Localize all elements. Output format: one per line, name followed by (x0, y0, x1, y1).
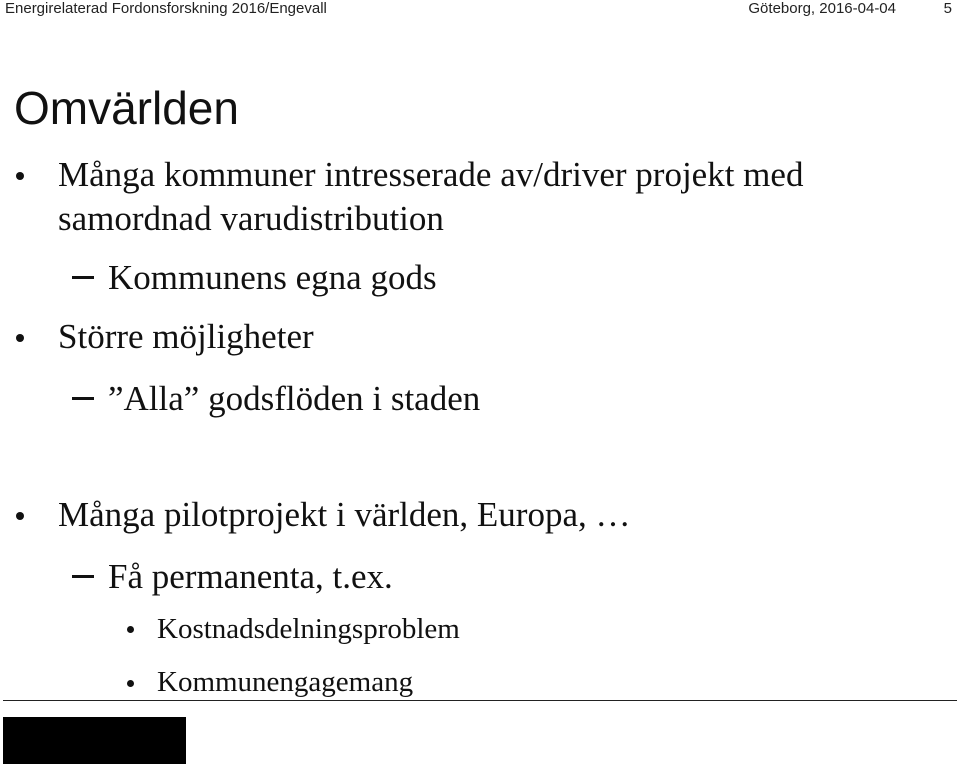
footer-rule (3, 700, 957, 701)
sub-bullet-dot (127, 626, 134, 633)
sub-bullet-text: Kommunengagemang (157, 666, 414, 698)
bullet-text-line1: Många kommuner intresserade av/driver projekt med (58, 155, 804, 194)
dash-marker (72, 276, 94, 279)
bullet-text-line2: samordnad varudistribution (58, 199, 444, 238)
header-date: Göteborg, 2016-04-04 (748, 0, 896, 17)
dash-marker (72, 397, 94, 400)
header-left-text: Energirelaterad Fordonsforskning 2016/Engevall (5, 0, 327, 17)
bullet-dot (16, 512, 24, 520)
bullet-dot (16, 334, 24, 342)
dash-marker (72, 575, 94, 578)
dash-text: ”Alla” godsflöden i staden (108, 379, 481, 418)
dash-text: Få permanenta, t.ex. (108, 557, 393, 596)
bullet-text: Många pilotprojekt i världen, Europa, … (58, 495, 631, 534)
bullet-dot (16, 172, 24, 180)
dash-text: Kommunens egna gods (108, 258, 437, 297)
redaction-box (3, 717, 186, 764)
slide-title: Omvärlden (14, 82, 239, 134)
bullet-text: Större möjligheter (58, 317, 314, 356)
sub-bullet-dot (127, 680, 134, 687)
page-number: 5 (943, 0, 952, 17)
sub-bullet-text: Kostnadsdelningsproblem (157, 613, 460, 645)
